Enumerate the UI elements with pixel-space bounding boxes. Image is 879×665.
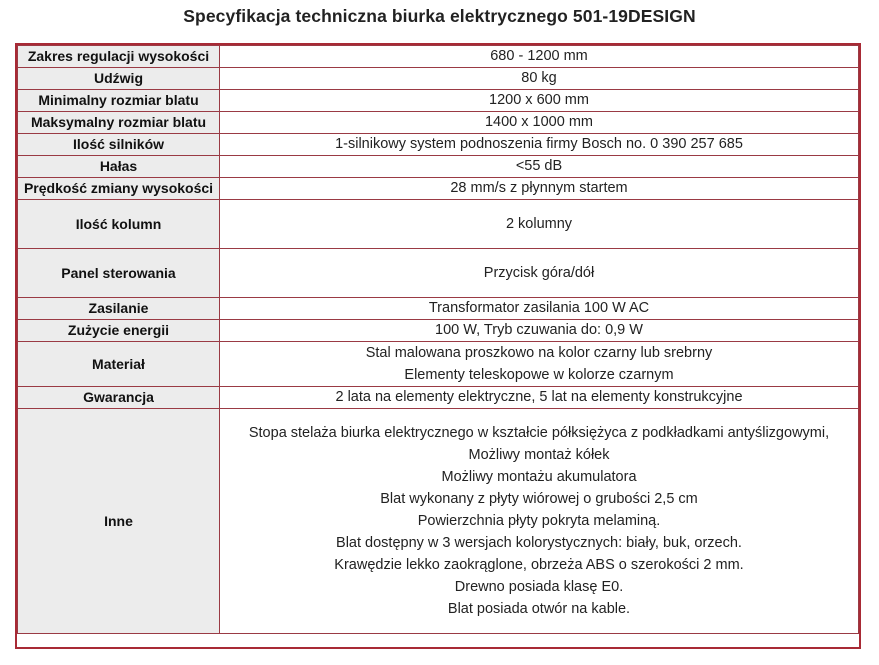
row-value	[220, 342, 859, 387]
table-row	[18, 68, 859, 90]
row-label: Maksymalny rozmiar blatu	[18, 112, 220, 134]
row-label: Prędkość zmiany wysokości	[18, 178, 220, 200]
row-label: Inne	[18, 409, 220, 634]
row-value: 1400 x 1000 mm	[220, 112, 859, 134]
row-value: 100 W, Tryb czuwania do: 0,9 W	[220, 320, 859, 342]
value-line: Stopa stelaża biurka elektrycznego w kształcie półksiężyca z podkładkami antyślizgowymi,	[248, 425, 830, 441]
table-row	[18, 112, 859, 134]
row-value: Transformator zasilania 100 W AC	[220, 298, 859, 320]
value-line: Blat dostępny w 3 wersjach kolorystycznych: biały, buk, orzech.	[336, 535, 742, 551]
value-line: Blat wykonany z płyty wiórowej o grubości 2,5 cm	[380, 491, 698, 507]
row-value: 2 kolumny	[220, 200, 859, 249]
row-value: 2 lata na elementy elektryczne, 5 lat na elementy konstrukcyjne	[220, 387, 859, 409]
row-value: Przycisk góra/dół	[220, 249, 859, 298]
table-row	[18, 409, 859, 634]
row-value: 28 mm/s z płynnym startem	[220, 178, 859, 200]
value-line: Powierzchnia płyty pokryta melaminą.	[417, 513, 661, 529]
row-label: Udźwig	[18, 68, 220, 90]
row-label: Materiał	[18, 342, 220, 387]
value-line: Stal malowana proszkowo na kolor czarny lub srebrny	[365, 345, 713, 361]
table-row	[18, 298, 859, 320]
row-label: Zużycie energii	[18, 320, 220, 342]
row-label: Ilość kolumn	[18, 200, 220, 249]
page-title: Specyfikacja techniczna biurka elektrycznego 501-19DESIGN	[183, 6, 696, 26]
table-row	[18, 134, 859, 156]
row-label: Zakres regulacji wysokości	[18, 46, 220, 68]
table-row	[18, 90, 859, 112]
row-value: 1200 x 600 mm	[220, 90, 859, 112]
table-row	[18, 46, 859, 68]
row-value: 80 kg	[220, 68, 859, 90]
row-label: Gwarancja	[18, 387, 220, 409]
table-row	[18, 200, 859, 249]
row-value: 1-silnikowy system podnoszenia firmy Bosch no. 0 390 257 685	[220, 134, 859, 156]
value-line: Blat posiada otwór na kable.	[447, 601, 631, 617]
table-row	[18, 178, 859, 200]
value-line: Drewno posiada klasę E0.	[454, 579, 624, 595]
table-row	[18, 156, 859, 178]
table-row	[18, 320, 859, 342]
row-label: Hałas	[18, 156, 220, 178]
row-label: Ilość silników	[18, 134, 220, 156]
row-label: Minimalny rozmiar blatu	[18, 90, 220, 112]
value-line: Elementy teleskopowe w kolorze czarnym	[404, 367, 674, 383]
row-value: 680 - 1200 mm	[220, 46, 859, 68]
value-line: Możliwy montaż kółek	[468, 447, 610, 463]
value-line: Krawędzie lekko zaokrąglone, obrzeża ABS o szerokości 2 mm.	[334, 557, 744, 573]
row-label: Zasilanie	[18, 298, 220, 320]
table-row	[18, 342, 859, 387]
table-row	[18, 387, 859, 409]
spec-table	[17, 45, 859, 634]
row-value: <55 dB	[220, 156, 859, 178]
row-label: Panel sterowania	[18, 249, 220, 298]
value-line: Możliwy montażu akumulatora	[441, 469, 637, 485]
row-value	[220, 409, 859, 634]
table-row	[18, 249, 859, 298]
